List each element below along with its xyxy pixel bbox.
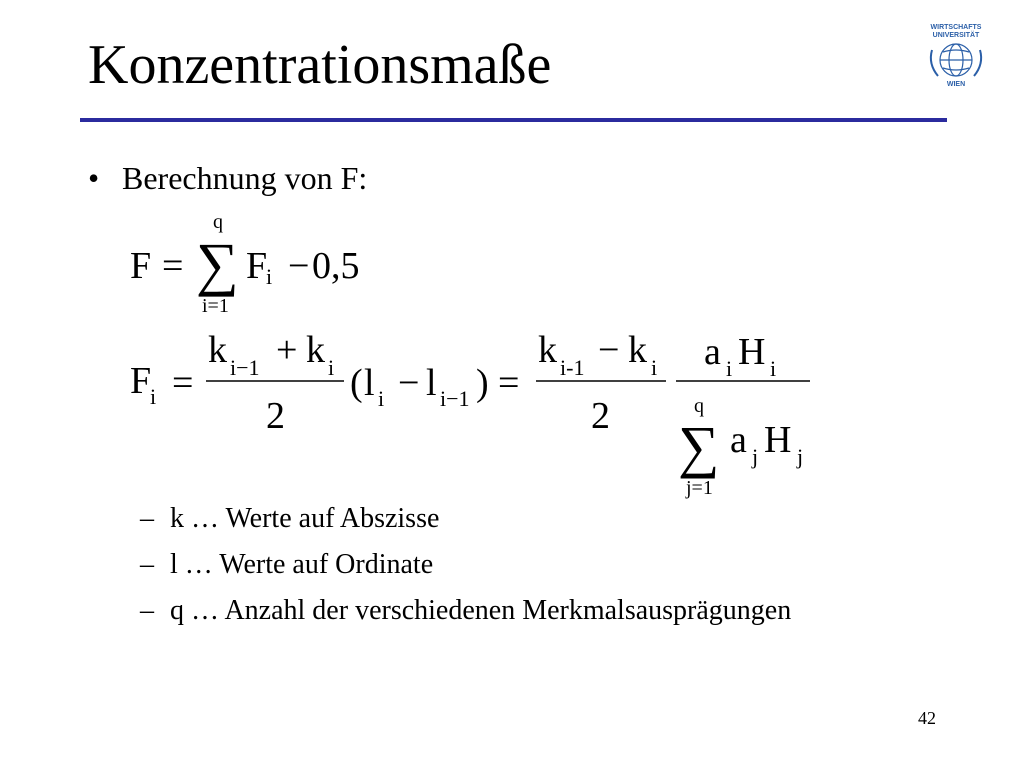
f2-l2: l	[426, 362, 437, 404]
f2-frac2-minus: −	[598, 329, 620, 371]
f2-frac1-k1: k	[208, 329, 227, 371]
f2-frac3-den-a: a	[730, 419, 747, 461]
f2-frac2-den: 2	[591, 395, 610, 437]
f2-frac3-a-sub: i	[726, 356, 733, 381]
f2-frac2-k1: k	[538, 329, 557, 371]
f1-term-sub: i	[266, 264, 273, 289]
sub-bullet-text: q … Anzahl der verschiedenen Merkmalsausprägungen	[170, 595, 792, 626]
logo-text-line1: WIRTSCHAFTS	[930, 24, 982, 31]
bullet-text: Berechnung von F:	[122, 160, 368, 196]
f2-paren-open: (	[350, 362, 363, 404]
sub-bullet-dash: –	[140, 595, 154, 626]
formula-f-sum	[130, 211, 360, 317]
f1-minus: −	[288, 245, 310, 287]
f1-term: F	[246, 245, 268, 287]
f2-frac3-den-h-sub: j	[797, 444, 804, 469]
logo-text-line3: WIEN	[946, 81, 966, 88]
f2-frac3-den-a-sub: j	[752, 444, 759, 469]
f2-frac3-a: a	[704, 331, 721, 373]
sub-bullet-item	[140, 496, 791, 542]
f2-frac3-den-h: H	[764, 419, 792, 461]
f1-equals: =	[162, 245, 184, 287]
f2-l1: l	[364, 362, 375, 404]
f2-minus: −	[398, 362, 420, 404]
sub-bullet-item	[140, 542, 791, 588]
f1-sum-upper: q	[213, 211, 223, 233]
logo-text-line2: UNIVERSITÄT	[932, 32, 980, 39]
f2-frac1-k2: k	[306, 329, 325, 371]
f2-frac2-k1-sub: i-1	[560, 355, 585, 380]
f2-paren-close: )	[476, 362, 489, 404]
f2-frac3-sum-lower: j=1	[686, 477, 713, 499]
sub-bullet-dash: –	[140, 549, 154, 580]
sub-bullet-text: l … Werte auf Ordinate	[170, 549, 434, 580]
page-number: 42	[918, 708, 936, 728]
f2-frac3-sum-upper: q	[694, 395, 704, 417]
sub-bullet-dash: –	[140, 503, 154, 534]
f2-frac1-den: 2	[266, 395, 285, 437]
sub-bullet-list	[140, 496, 791, 634]
slide-title: Konzentrationsmaße	[88, 34, 552, 96]
f2-frac3-h-sub: i	[770, 356, 777, 381]
bullet-marker: •	[88, 160, 100, 196]
f2-frac1-k2-sub: i	[328, 355, 335, 380]
sub-bullet-item	[140, 588, 791, 634]
f1-const: 0,5	[312, 245, 360, 287]
f2-frac2-k2-sub: i	[651, 355, 658, 380]
f2-frac1-k1-sub: i−1	[230, 355, 260, 380]
f2-frac2-k2: k	[628, 329, 647, 371]
formula-fi	[130, 329, 810, 499]
f2-frac3-sum-sign: ∑	[678, 414, 720, 479]
f1-lhs: F	[130, 245, 152, 287]
f2-lhs: F	[130, 360, 152, 402]
f1-sum-lower: i=1	[202, 295, 229, 317]
sub-bullet-text: k … Werte auf Abszisse	[170, 503, 440, 534]
f2-equals-2: =	[498, 362, 520, 404]
f2-frac3-h: H	[738, 331, 766, 373]
f2-equals: =	[172, 362, 194, 404]
f2-l2-sub: i−1	[440, 386, 470, 411]
f1-sum-sign: ∑	[196, 231, 239, 297]
f2-l1-sub: i	[378, 386, 385, 411]
f2-frac1-plus: +	[276, 329, 298, 371]
f2-lhs-sub: i	[150, 384, 157, 409]
